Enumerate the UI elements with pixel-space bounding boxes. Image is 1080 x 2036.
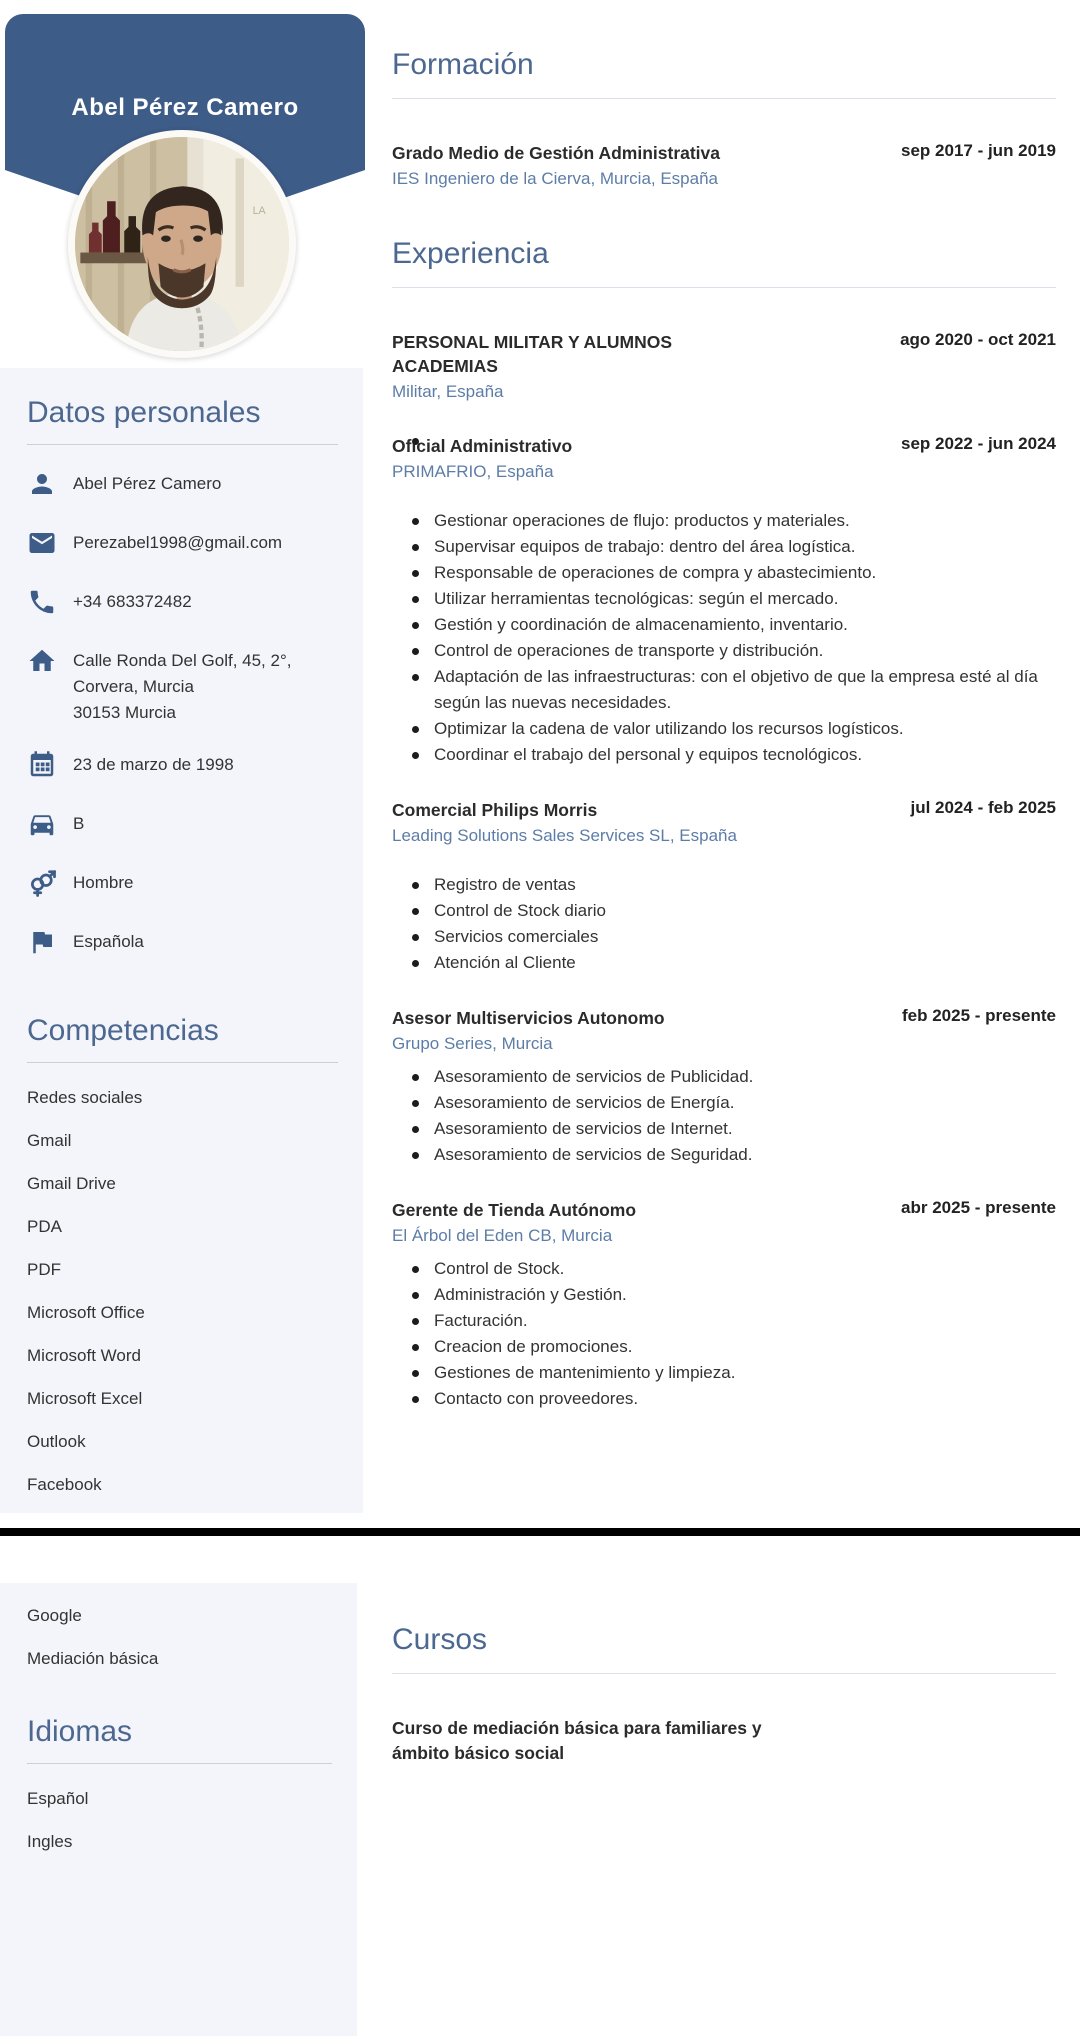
person-icon <box>27 469 61 504</box>
skill-item: Facebook <box>27 1475 102 1494</box>
course-entry <box>392 1716 1056 1766</box>
main-column-page2 <box>392 1623 1056 1796</box>
entry-org: El Árbol del Eden CB, Murcia <box>392 1226 613 1245</box>
entry-org: PRIMAFRIO, España <box>392 462 554 481</box>
bullet-item: Registro de ventas <box>412 872 1056 898</box>
profile-photo <box>68 130 296 358</box>
entry-date: ago 2020 - oct 2021 <box>900 330 1056 349</box>
entry-date: sep 2022 - jun 2024 <box>901 434 1056 453</box>
bullet-item: Supervisar equipos de trabajo: dentro del área logística. <box>412 534 1056 560</box>
heading-rule <box>392 287 1056 288</box>
bullet-item: Control de Stock diario <box>412 898 1056 924</box>
address-text <box>73 648 291 726</box>
bullet-item: Adaptación de las infraestructuras: con el objetivo de que la empresa esté al día según las nuevas necesidades. <box>412 664 1056 716</box>
entry-org: Leading Solutions Sales Services SL, España <box>392 826 737 845</box>
sidebar-page2 <box>0 1583 357 1876</box>
skill-item: PDF <box>27 1260 61 1279</box>
address-line-3: 30153 Murcia <box>73 703 177 722</box>
bullet-item: Asesoramiento de servicios de Energía. <box>412 1090 1056 1116</box>
bullet-item: Gestiones de mantenimiento y limpieza. <box>412 1360 1056 1386</box>
skill-item: Mediación básica <box>27 1649 159 1668</box>
entry-bullets <box>412 872 1056 976</box>
entry-date: jul 2024 - feb 2025 <box>910 798 1056 817</box>
experiencia-heading: Experiencia <box>392 237 549 270</box>
entry-title: Asesor Multiservicios Autonomo <box>392 1008 665 1028</box>
skill-item: Google <box>27 1606 82 1625</box>
entry-title: Oficial Administrativo <box>392 436 573 456</box>
phone-icon <box>27 587 61 622</box>
course-title: Curso de mediación básica para familiares y ámbito básico social <box>392 1718 762 1763</box>
gender-text: Hombre <box>73 873 134 892</box>
profile-photo-illustration <box>75 137 289 351</box>
bullet-item: Gestionar operaciones de flujo: productos y materiales. <box>412 508 1056 534</box>
gender-icon <box>27 868 61 903</box>
address-line-2: Corvera, Murcia <box>73 677 194 696</box>
bullet-item: Asesoramiento de servicios de Internet. <box>412 1116 1056 1142</box>
personal-row-name <box>27 471 338 504</box>
car-icon <box>27 809 61 844</box>
personal-name-text: Abel Pérez Camero <box>73 474 222 493</box>
entry-org: Grupo Series, Murcia <box>392 1034 553 1053</box>
datos-personales-heading: Datos personales <box>27 396 261 429</box>
license-text: B <box>73 814 85 833</box>
person-name: Abel Pérez Camero <box>71 94 299 121</box>
skill-item: Redes sociales <box>27 1088 143 1107</box>
skill-item: Gmail Drive <box>27 1174 116 1193</box>
cv-page-2 <box>0 1583 1080 2036</box>
personal-row-address <box>27 648 338 726</box>
experience-entry <box>392 1198 1056 1412</box>
entry-title: Grado Medio de Gestión Administrativa <box>392 143 721 163</box>
flag-icon <box>27 927 61 962</box>
entry-date: sep 2017 - jun 2019 <box>901 141 1056 160</box>
birthdate-text: 23 de marzo de 1998 <box>73 755 234 774</box>
skill-item: Microsoft Excel <box>27 1389 143 1408</box>
bullet-item: Control de operaciones de transporte y distribución. <box>412 638 1056 664</box>
experience-entry <box>392 330 1056 404</box>
bullet-item: Control de Stock. <box>412 1256 1056 1282</box>
personal-row-phone <box>27 589 338 622</box>
email-icon <box>27 528 61 563</box>
svg-text:LA: LA <box>252 205 266 218</box>
sidebar-page1 <box>0 368 363 1519</box>
bullet-item: Coordinar el trabajo del personal y equipos tecnológicos. <box>412 742 1056 768</box>
bullet-item: Utilizar herramientas tecnológicas: según el mercado. <box>412 586 1056 612</box>
bullet-item: Optimizar la cadena de valor utilizando los recursos logísticos. <box>412 716 1056 742</box>
main-column-page1 <box>392 48 1056 1442</box>
bullet-item: Responsable de operaciones de compra y abastecimiento. <box>412 560 1056 586</box>
calendar-icon <box>27 750 61 785</box>
heading-rule <box>392 1673 1056 1674</box>
phone-text: +34 683372482 <box>73 592 192 611</box>
entry-title: Comercial Philips Morris <box>392 800 598 820</box>
personal-row-email <box>27 530 338 563</box>
experience-entry <box>392 798 1056 976</box>
cursos-heading: Cursos <box>392 1623 488 1656</box>
personal-row-gender <box>27 870 338 903</box>
heading-rule <box>27 444 338 445</box>
page-break-separator <box>0 1528 1080 1536</box>
entry-date: feb 2025 - presente <box>901 1006 1056 1025</box>
personal-row-nationality <box>27 929 338 962</box>
skill-item: PDA <box>27 1217 62 1236</box>
language-item: Español <box>27 1789 89 1808</box>
entry-org: IES Ingeniero de la Cierva, Murcia, España <box>392 169 719 188</box>
skill-item: Microsoft Word <box>27 1346 141 1365</box>
entry-bullets <box>412 1256 1056 1412</box>
bullet-item: Servicios comerciales <box>412 924 1056 950</box>
heading-rule <box>27 1062 338 1063</box>
personal-row-birthdate <box>27 752 338 785</box>
entry-date: abr 2025 - presente <box>901 1198 1056 1217</box>
address-line-1: Calle Ronda Del Golf, 45, 2°, <box>73 651 292 670</box>
entry-org: Militar, España <box>392 382 504 401</box>
bullet-item: Creacion de promociones. <box>412 1334 1056 1360</box>
skill-item: Microsoft Office <box>27 1303 145 1322</box>
competencias-heading: Competencias <box>27 1014 219 1047</box>
heading-rule <box>392 98 1056 99</box>
experience-entry <box>392 434 1056 768</box>
formacion-heading: Formación <box>392 48 534 81</box>
entry-bullets <box>412 508 1056 768</box>
email-text: Perezabel1998@gmail.com <box>73 533 283 552</box>
bullet-item: Gestión y coordinación de almacenamiento, inventario. <box>412 612 1056 638</box>
bullet-item: Asesoramiento de servicios de Publicidad. <box>412 1064 1056 1090</box>
entry-bullets <box>412 1064 1056 1168</box>
bullet-item: Asesoramiento de servicios de Seguridad. <box>412 1142 1056 1168</box>
idiomas-heading: Idiomas <box>27 1715 133 1748</box>
skill-item: Outlook <box>27 1432 86 1451</box>
skill-item: Gmail <box>27 1131 72 1150</box>
home-icon <box>27 646 61 681</box>
experience-entry <box>392 1006 1056 1168</box>
language-item: Ingles <box>27 1832 73 1851</box>
bullet-item: Contacto con proveedores. <box>412 1386 1056 1412</box>
nationality-text: Española <box>73 932 144 951</box>
entry-title: Gerente de Tienda Autónomo <box>392 1200 637 1220</box>
bullet-item: Atención al Cliente <box>412 950 1056 976</box>
personal-row-license <box>27 811 338 844</box>
education-entry <box>392 141 1056 191</box>
bullet-item: Administración y Gestión. <box>412 1282 1056 1308</box>
heading-rule <box>27 1763 332 1764</box>
entry-title: PERSONAL MILITAR Y ALUMNOS ACADEMIAS <box>392 332 673 376</box>
bullet-item: Facturación. <box>412 1308 1056 1334</box>
